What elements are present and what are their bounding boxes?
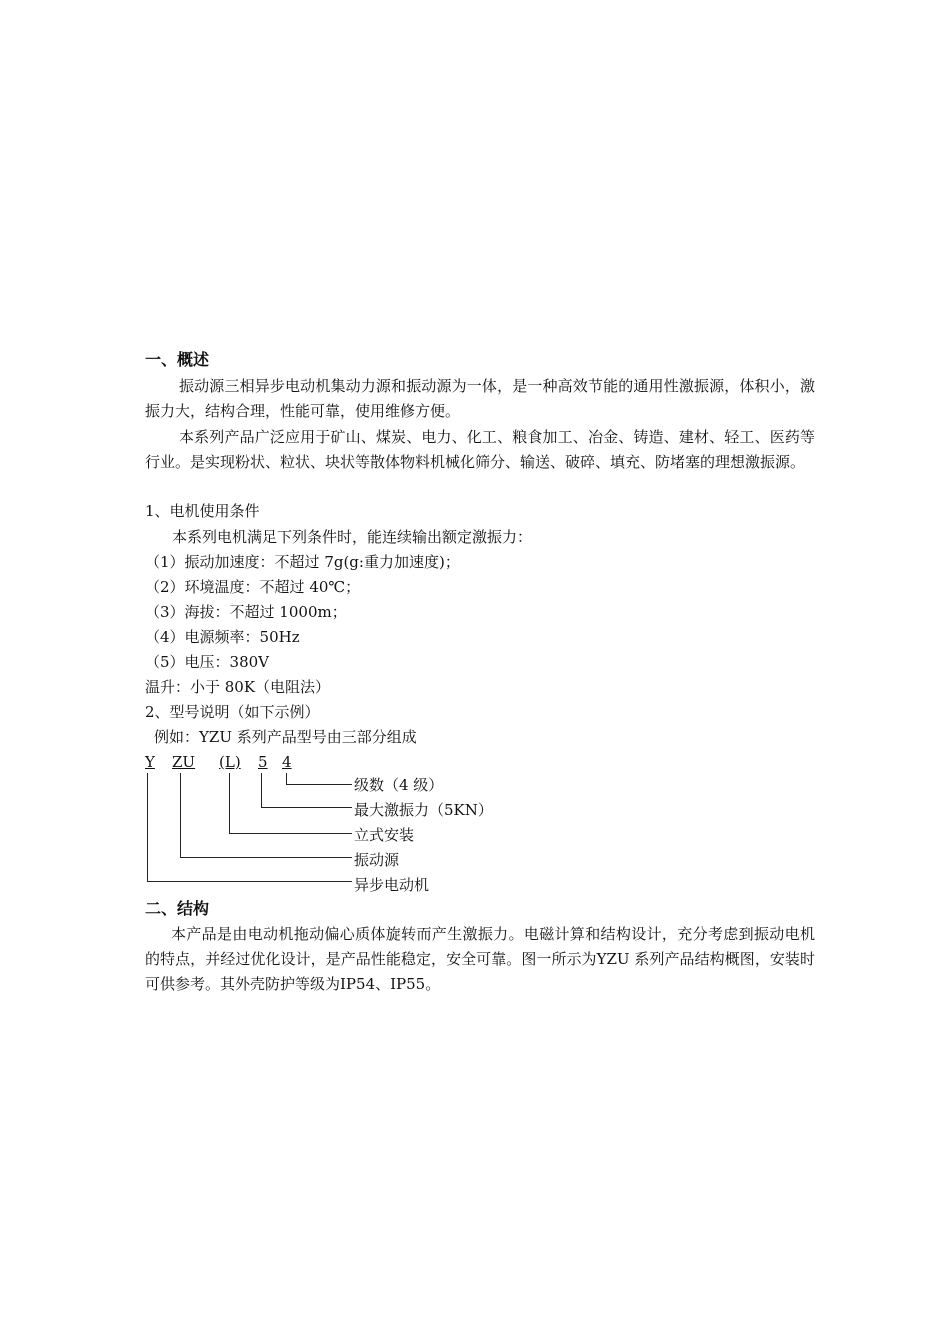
- connector-line: [147, 773, 148, 881]
- code-5: 5: [258, 753, 268, 771]
- connector-line: [180, 773, 181, 857]
- code-y: Y: [145, 753, 155, 771]
- code-4: 4: [282, 753, 292, 771]
- condition-item: （5）电压：380V: [145, 653, 270, 671]
- section-1-title: 一、概述: [145, 350, 210, 369]
- label-vertical-mount: 立式安装: [354, 826, 415, 844]
- section-2-paragraph: 本产品是由电动机拖动偏心质体旋转而产生激振力。电磁计算和结构设计，充分考虑到振动电机的特点，并经过优化设计，是产品性能稳定，安全可靠。图一所示为YZU 系列产品结构概图，安装时可供参考。其外壳防护等级为IP54、IP55。: [145, 925, 815, 993]
- connector-line: [286, 784, 352, 785]
- connector-line: [286, 773, 287, 784]
- conditions-heading: 1、电机使用条件: [145, 502, 260, 520]
- condition-item: （1）振动加速度：不超过 7g(g:重力加速度)；: [145, 553, 460, 571]
- temperature-rise: 温升：小于 80K（电阻法）: [145, 678, 331, 696]
- connector-line: [229, 833, 352, 834]
- section-2-title: 二、结构: [145, 899, 210, 918]
- conditions-intro: 本系列电机满足下列条件时，能连续输出额定激振力：: [172, 528, 533, 546]
- connector-line: [261, 773, 262, 807]
- label-max-force: 最大激振力（5KN）: [354, 801, 493, 819]
- connector-line: [180, 857, 352, 858]
- condition-item: （2）环境温度：不超过 40℃；: [145, 578, 361, 596]
- connector-line: [261, 807, 352, 808]
- model-example: 例如：YZU 系列产品型号由三部分组成: [154, 728, 417, 746]
- connector-line: [229, 773, 230, 833]
- label-vibration-source: 振动源: [354, 851, 400, 869]
- code-l: (L): [219, 753, 241, 771]
- section-1-paragraph-2: 本系列产品广泛应用于矿山、煤炭、电力、化工、粮食加工、冶金、铸造、建材、轻工、医药等行业。是实现粉状、粒状、块状等散体物料机械化筛分、输送、破碎、填充、防堵塞的理想激振源。: [145, 428, 815, 471]
- model-heading: 2、型号说明（如下示例）: [145, 703, 320, 721]
- section-1-paragraph-1: 振动源三相异步电动机集动力源和振动源为一体，是一种高效节能的通用性激振源，体积小，激振力大，结构合理，性能可靠，使用维修方便。: [145, 377, 815, 420]
- code-zu: ZU: [172, 753, 196, 771]
- label-poles: 级数（4 级）: [354, 776, 444, 794]
- label-async-motor: 异步电动机: [354, 876, 430, 894]
- connector-line: [147, 881, 352, 882]
- condition-item: （3）海拔：不超过 1000m；: [145, 603, 347, 621]
- condition-item: （4）电源频率：50Hz: [145, 628, 300, 646]
